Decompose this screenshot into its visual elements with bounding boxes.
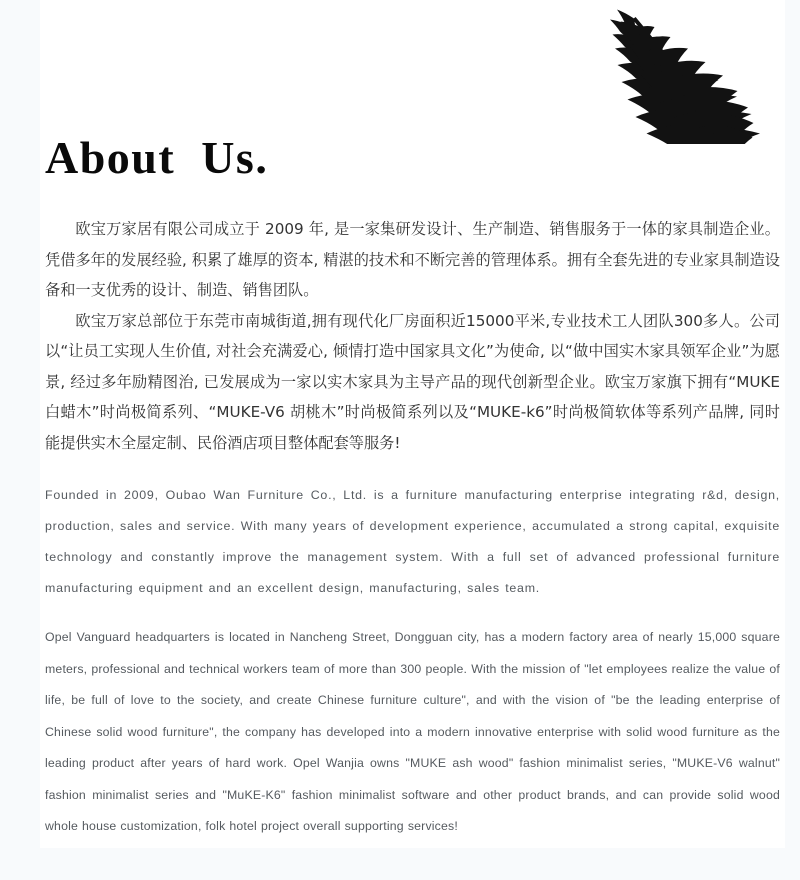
english-text-block-2 <box>45 622 780 843</box>
chinese-paragraph-2: 欧宝万家总部位于东莞市南城街道,拥有现代化厂房面积近15000平米,专业技术工人团队300多人。公司以“让员工实现人生价值, 对社会充满爱心, 倾情打造中国家具文化”为使命, 以“做中国实木家具领军企业”为愿景, 经过多年励精图治, 已发展成为一家以实木家具为主导产品的现代创新型企业。欧宝万家旗下拥有“MUKE 白蜡木”时尚极简系列、“MUKE-V6 胡桃木”时尚极简系列以及“MUKE-k6”时尚极简软体等系列产品牌, 同时能提供实木全屋定制、民俗酒店项目整体配套等服务! <box>45 311 780 452</box>
fern-leaf-icon <box>590 4 780 144</box>
english-text-block-1 <box>45 480 780 604</box>
chinese-text-block <box>45 214 780 458</box>
page-title: About Us. <box>45 132 269 183</box>
chinese-paragraph-1: 欧宝万家居有限公司成立于 2009 年, 是一家集研发设计、生产制造、销售服务于一体的家具制造企业。凭借多年的发展经验, 积累了雄厚的资本, 精湛的技术和不断完善的管理体系。拥有全套先进的专业家具制造设备和一支优秀的设计、制造、销售团队。 <box>45 220 780 299</box>
english-paragraph-2: Opel Vanguard headquarters is located in Nancheng Street, Dongguan city, has a modern factory area of nearly 15,000 square meters, professional and technical workers team of more than 300 people. With the mission of "let employees realize the value of life, be full of love to the society, and create Chinese furniture culture", and with the vision of "be the leading enterprise of Chinese solid wood furniture", the company has developed into a modern innovative enterprise with solid wood furniture as the leading product after years of hard work. Opel Wanjia owns "MUKE ash wood" fashion minimalist series, "MUKE-V6 walnut" fashion minimalist series and "MuKE-K6" fashion minimalist software and other product brands, and can provide solid wood whole house customization, folk hotel project overall supporting services! <box>45 630 780 833</box>
about-content <box>45 214 780 843</box>
about-us-page <box>40 0 785 848</box>
english-paragraph-1: Founded in 2009, Oubao Wan Furniture Co., Ltd. is a furniture manufacturing enterprise integrating r&d, design, production, sales and service. With many years of development experience, accumulated a strong capital, exquisite technology and constantly improve the management system. With a full set of advanced professional furniture manufacturing equipment and an excellent design, manufacturing, sales team. <box>45 488 780 595</box>
